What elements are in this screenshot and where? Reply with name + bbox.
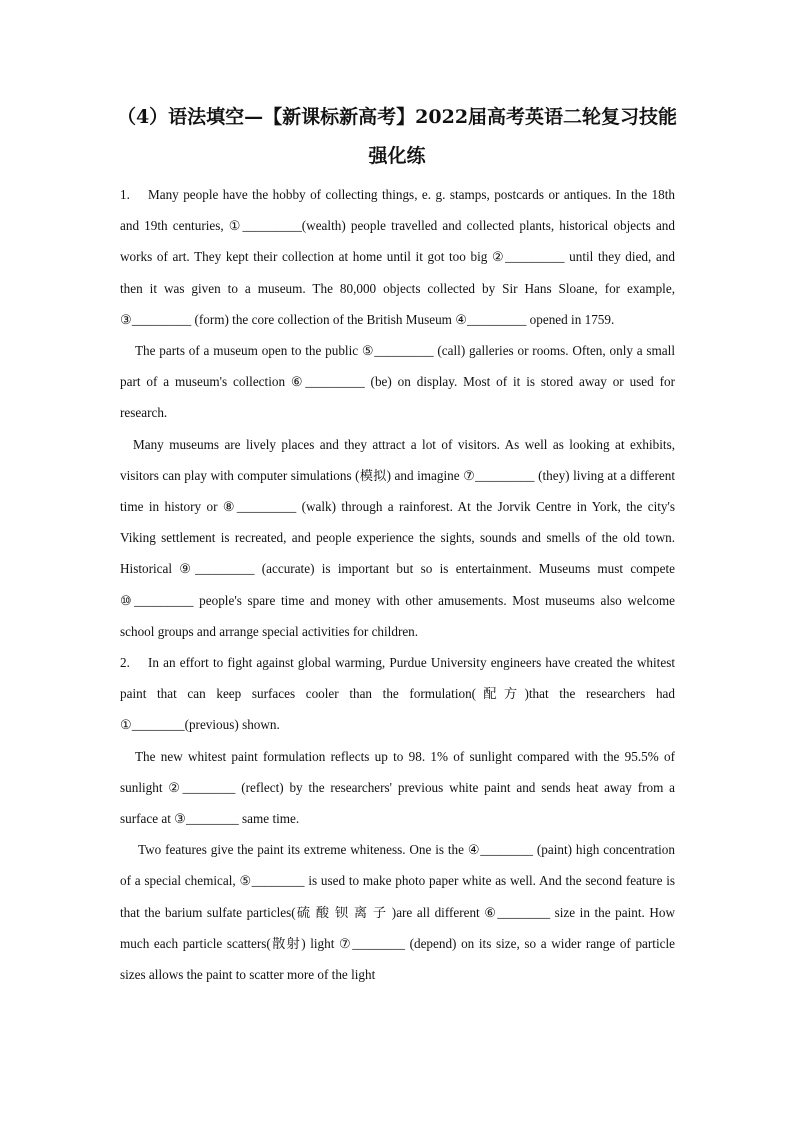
passage-2-paragraph-3: Two features give the paint its extreme whiteness. One is the ④________ (paint) high concentration of a special chemical, ⑤________ is used to make photo paper white as well. And the second feature is that the barium sulfate particles(硫 酸 钡 离 子 )are all different ⑥________ size in the paint. How much each particle scatters(散射) light ⑦________ (depend) on its size, so a wider range of particle sizes allows the paint to scatter more of the light <box>120 842 675 983</box>
passage-1-number: 1. <box>120 187 130 202</box>
passage-2-paragraph-2: The new whitest paint formulation reflects up to 98. 1% of sunlight compared with the 95.5% of sunlight ②________ (reflect) by the researchers' previous white paint and sends heat away from a surface at ③________ same time. <box>120 748 675 827</box>
passage-2-paragraph-1 <box>120 647 675 741</box>
passage-1-paragraph-1-text: Many people have the hobby of collecting things, e. g. stamps, postcards or antiques. In the 18th and 19th centuries, ①_________(wealth) people travelled and collected plants, historical objects and works of art. They kept their collection at home until it got too big ②_________ until they died, and then it was given to a museum. The 80,000 objects collected by Sir Hans Sloane, for example, ③_________ (form) the core collection of the British Museum ④_________ opened in 1759. <box>120 187 675 327</box>
document-body <box>120 179 675 990</box>
document-title: （4）语法填空—【新课标新高考】2022届高考英语二轮复习技能强化练 <box>116 106 678 167</box>
passage-2-number: 2. <box>120 655 130 671</box>
passage-1-paragraph-3: Many museums are lively places and they attract a lot of visitors. As well as looking at exhibits, visitors can play with computer simulations (模拟) and imagine ⑦_________ (they) living at a different time in history or ⑧_________ (walk) through a rainforest. At the Jorvik Centre in York, the city's Viking settlement is recreated, and people experience the sights, sounds and smells of the old town. Historical ⑨_________ (accurate) is important but so is entertainment. Museums must compete ⑩_________ people's spare time and money with other amusements. Most museums also welcome school groups and arrange special activities for children. <box>120 436 675 639</box>
passage-2-paragraph-1-text: In an effort to fight against global warming, Purdue University engineers have created the whitest paint that can keep surfaces cooler than the formulation(配方)that the researchers had ①________(previous) shown. <box>120 655 675 733</box>
passage-1-paragraph-2: The parts of a museum open to the public ⑤_________ (call) galleries or rooms. Often, only a small part of a museum's collection ⑥_________ (be) on display. Most of it is stored away or used for research. <box>120 343 675 421</box>
passage-1-paragraph-1 <box>120 179 675 335</box>
